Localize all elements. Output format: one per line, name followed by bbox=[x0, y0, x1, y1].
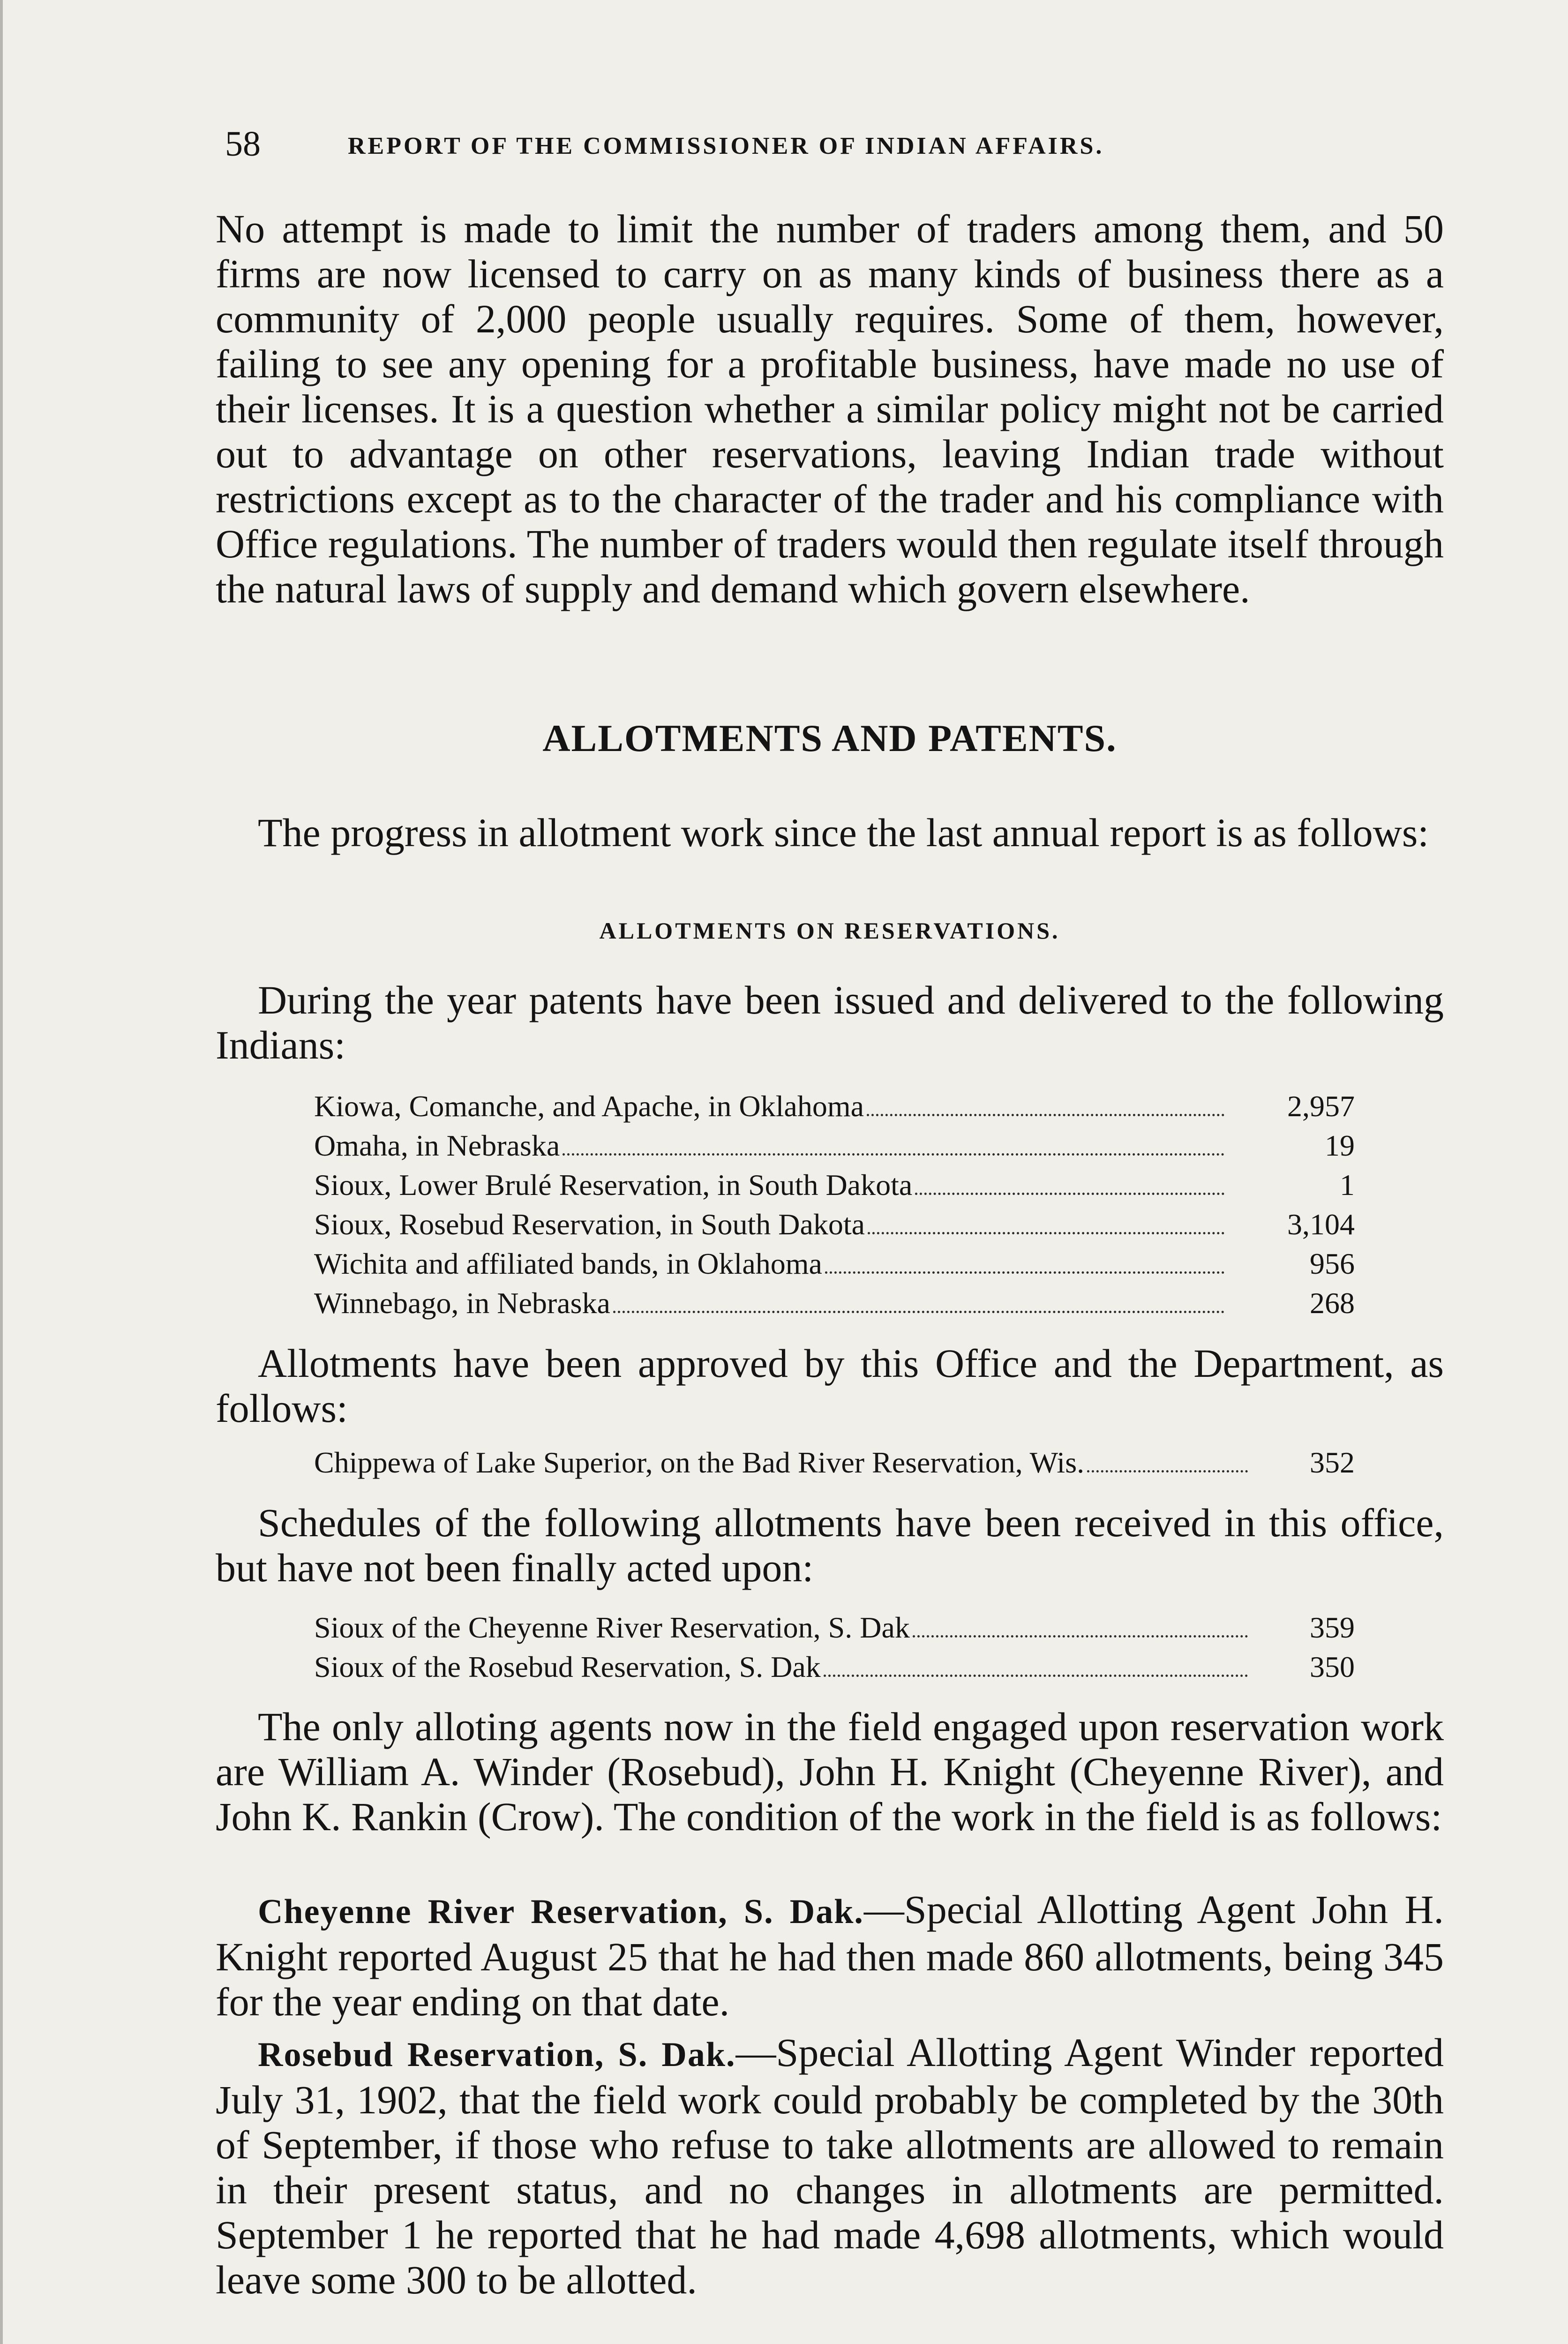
list-item bbox=[314, 1087, 1355, 1126]
cheyenne-paragraph bbox=[216, 1887, 1444, 2024]
progress-paragraph: The progress in allotment work since the last annual report is as follows: bbox=[258, 810, 1429, 855]
patents-paragraph: During the year patents have been issued and delivered to the following Indians: bbox=[216, 977, 1444, 1067]
patents-list bbox=[314, 1087, 1355, 1323]
list-item bbox=[314, 1443, 1355, 1482]
scan-edge-left bbox=[0, 0, 3, 2344]
list-item bbox=[314, 1126, 1355, 1165]
list-item-count: 352 bbox=[1310, 1446, 1355, 1479]
list-item-count: 2,957 bbox=[1287, 1089, 1355, 1123]
list-item-name: Sioux, Lower Brulé Reservation, in South Dakota bbox=[314, 1168, 913, 1202]
list-item-count: 1 bbox=[1340, 1168, 1355, 1202]
list-item bbox=[314, 1284, 1355, 1323]
list-item-name: Sioux of the Cheyenne River Reservation, S. Dak bbox=[314, 1611, 910, 1644]
leader-dots bbox=[867, 1114, 1224, 1116]
leader-dots bbox=[868, 1232, 1224, 1234]
list-item-name: Sioux of the Rosebud Reservation, S. Dak bbox=[314, 1650, 821, 1683]
list-item-count: 268 bbox=[1310, 1286, 1355, 1320]
rosebud-text: —Special Allotting Agent Winder reported July 31, 1902, that the field work could probably be completed by the 30th of September, if those who refuse to take allotments are allowed to remain in their present status, and no changes in allotments are permitted. September 1 he reported that he had made 4,698 allotments, which would leave some 300 to be allotted. bbox=[216, 2030, 1444, 2302]
leader-dots bbox=[913, 1635, 1248, 1638]
cheyenne-text: —Special Allotting Agent John H. Knight reported August 25 that he had then made 860 allotments, being 345 for the year ending on that date. bbox=[216, 1887, 1444, 2024]
schedules-paragraph: Schedules of the following allotments have been received in this office, but have not been finally acted upon: bbox=[216, 1500, 1444, 1590]
schedules-list bbox=[314, 1608, 1355, 1687]
approved-list bbox=[314, 1443, 1355, 1482]
approved-paragraph: Allotments have been approved by this Office and the Department, as follows: bbox=[216, 1341, 1444, 1431]
intro-paragraph: No attempt is made to limit the number of traders among them, and 50 firms are now licensed to carry on as many kinds of business there as a community of 2,000 people usually requires. Some of them, however, failing to see any opening for a profitable business, have made no use of their licenses. It is a question whether a similar policy might not be carried out to advantage on other reservations, leaving Indian trade without restrictions except as to the character of the trader and his compliance with Office regulations. The number of traders would then regulate itself through the natural laws of supply and demand which govern elsewhere. bbox=[216, 206, 1444, 611]
list-item-count: 956 bbox=[1310, 1247, 1355, 1280]
list-item-name: Wichita and affiliated bands, in Oklahoma bbox=[314, 1247, 822, 1280]
list-item bbox=[314, 1647, 1355, 1687]
leader-dots bbox=[1087, 1470, 1248, 1473]
list-item-count: 3,104 bbox=[1287, 1208, 1355, 1241]
agents-paragraph: The only alloting agents now in the field engaged upon reservation work are William A. Winder (Rosebud), John H. Knight (Cheyenne River), and John K. Rankin (Crow). The condition of the work in the field is as follows: bbox=[216, 1704, 1444, 1839]
leader-dots bbox=[613, 1311, 1224, 1313]
list-item bbox=[314, 1608, 1355, 1647]
leader-dots bbox=[563, 1153, 1224, 1156]
list-item-count: 350 bbox=[1310, 1650, 1355, 1683]
list-item-name: Omaha, in Nebraska bbox=[314, 1129, 560, 1162]
list-item-name: Chippewa of Lake Superior, on the Bad River Reservation, Wis. bbox=[314, 1446, 1085, 1479]
list-item bbox=[314, 1205, 1355, 1244]
rosebud-lead: Rosebud Reservation, S. Dak. bbox=[258, 2036, 736, 2074]
list-item-count: 19 bbox=[1325, 1129, 1355, 1162]
list-item bbox=[314, 1244, 1355, 1284]
rosebud-paragraph bbox=[216, 2030, 1444, 2302]
list-item-count: 359 bbox=[1310, 1611, 1355, 1644]
list-item-name: Sioux, Rosebud Reservation, in South Dakota bbox=[314, 1208, 865, 1241]
page-number: 58 bbox=[225, 124, 261, 164]
cheyenne-lead: Cheyenne River Reservation, S. Dak. bbox=[258, 1893, 864, 1931]
section-title: ALLOTMENTS AND PATENTS. bbox=[542, 717, 1117, 759]
subsection-title: ALLOTMENTS ON RESERVATIONS. bbox=[599, 917, 1060, 944]
page-header bbox=[225, 123, 1378, 165]
leader-dots bbox=[824, 1675, 1248, 1677]
list-item-name: Kiowa, Comanche, and Apache, in Oklahoma bbox=[314, 1089, 864, 1123]
leader-dots bbox=[915, 1193, 1224, 1195]
running-head: REPORT OF THE COMMISSIONER OF INDIAN AFFAIRS. bbox=[348, 133, 1104, 159]
list-item-name: Winnebago, in Nebraska bbox=[314, 1286, 610, 1320]
list-item bbox=[314, 1165, 1355, 1205]
leader-dots bbox=[825, 1271, 1224, 1274]
